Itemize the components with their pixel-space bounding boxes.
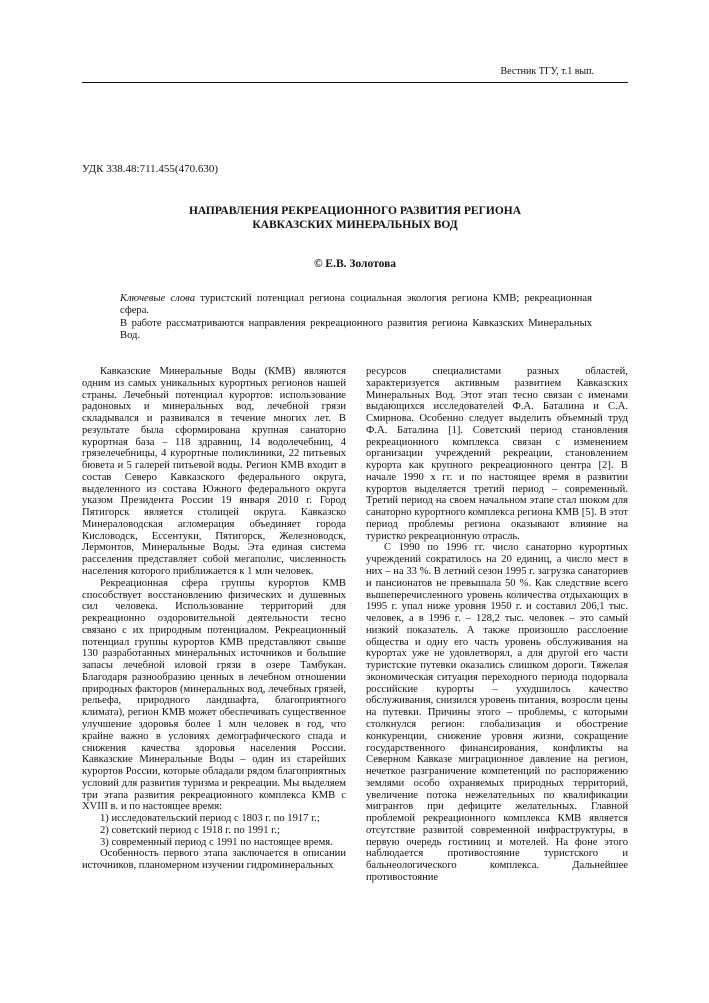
header-rule [82, 82, 628, 83]
author: © Е.В. Золотова [313, 258, 397, 270]
keywords-text: туристский потенциал региона социальная экология региона КМВ; рекреационная сфера. [120, 293, 592, 317]
paragraph: ресурсов специалистами разных областей, характеризуется активным развитием Кавказских Минеральных Вод. Этот этап тесно связан с именами выдающихся исследователей Ф.А. Баталина и С.А. Смирнова. Особенно следует выделить объемный труд Ф.А. Баталина [1]. Советский период становления рекреационного комплекса связан с изменением организации учреждений рекреации, становлением курорта как крупного рекреационного центра [2]. В начале 1990 х гг. и по настоящее время в развитии курортов выделяется третий период – современный. Третий период на своем начальном этапе стал шоком для санаторно курортного комплекса региона КМВ [5]. В этот период проблемы региона оказывают влияние на туристко рекреационную отрасль. [366, 366, 628, 542]
keywords-label: Ключевые слова [120, 293, 195, 304]
body-column-right [366, 366, 628, 884]
abstract [120, 293, 592, 342]
paragraph: Кавказские Минеральные Воды (КМВ) являются одним из самых уникальных курортных регионов нашей страны. Лечебный потенциал курортов: использование радоновых и минеральных вод, лечебной грязи складывался и развивался в течение многих лет. В результате была сформирована крупная санаторно курортная база – 118 здравниц, 14 водолечебниц, 4 грязелечебницы, 4 курортные поликлиники, 22 питьевых бювета и 5 галерей питьевой воды. Регион КМВ входит в состав Северо Кавказского федерального округа, выделенного из состава Южного федерального округа указом Президента России 19 января 2010 г. Город Пятигорск является столицей округа. Кавказско Минераловодская агломерация объединяет города Кисловодск, Ессентуки, Пятигорск, Железноводск, Лермонтов, Минеральные Воды. Эта единая система расселения представляет собой мегаполис, численность населения которого приближается к 1 млн человек. [82, 366, 346, 578]
title-line-1: НАПРАВЛЕНИЯ РЕКРЕАЦИОННОГО РАЗВИТИЯ РЕГИОНА [188, 205, 522, 217]
keywords [120, 293, 592, 318]
body-column-left [82, 366, 346, 872]
udc-code: УДК 338.48:711.455(470.630) [82, 163, 218, 175]
abstract-summary: В работе рассматриваются направления рекреационного развития региона Кавказских Минеральных Вод. [120, 317, 592, 341]
running-head: Вестник ТГУ, т.1 вып. [500, 66, 594, 77]
paragraph: С 1990 по 1996 гг. число санаторно курортных учреждений сократилось на 20 единиц, а число мест в них – на 33 %. В летний сезон 1995 г. загрузка санаториев и пансионатов не превышала 50 %. Как следствие всего вышеперечисленного уровень количества отдыхающих в 1995 г. упал ниже уровня 1950 г. и составил 206,1 тыс. человек, а в 1996 г. – 128,2 тыс. человек – это самый низкий показатель. А также произошло расслоение общества и одну его часть уровень обслуживания на курортах уже не удовлетворял, а для другой его части туристские путевки оказались слишком дороги. Тяжелая экономическая ситуация переходного периода подорвала российские курорты – ухудшилось качество обслуживания, снизился уровень питания, возросли цены на путевки. Причины этого – проблемы, с которыми столкнулся регион: глобализация и обострение конкуренции, снижение уровня жизни, сокращение государственного финансирования, конфликты на Северном Кавказе миграционное давление на регион, нечеткое разграничение компетенций по распоряжению землями особо охраняемых природных территорий, увеличение потока нежелательных по квалификации мигрантов при дефиците желательных. Главной проблемой рекреационного комплекса КМВ является отсутствие развитой современной инфраструктуры, в первую очередь гостиниц и мотелей. На фоне этого наблюдается противостояние туристского и бальнеологического комплекса. Дальнейшее противостояние [366, 542, 628, 883]
title-line-2: КАВКАЗСКИХ МИНЕРАЛЬНЫХ ВОД [252, 219, 458, 231]
paragraph: Рекреационная сфера группы курортов КМВ способствует восстановлению физических и душевных сил человека. Использование территорий для рекреационно оздоровительной деятельности тесно связано с их природным потенциалом. Рекреационный потенциал группы курортов КМВ представляют свыше 130 разработанных минеральных источников и большие запасы лечебной иловой грязи в озере Тамбукан. Благодаря разнообразию ценных в лечебном отношении природных факторов (минеральных вод, лечебных грязей, рельефа, природного ландшафта, благоприятного климата), регион КМВ может обеспечивать существенное улучшение здоровья более 1 млн человек в год, что крайне важно в условиях демографического спада и снижения качества здоровья населения России. Кавказские Минеральные Воды – один из старейших курортов России, которые обладали рядом благоприятных условий для развития туризма и рекреации. Мы выделяем три этапа развития рекреационного комплекса КМВ с XVIII в. и по настоящее время: [82, 577, 346, 813]
list-item: 2) советский период с 1918 г. по 1991 г.; [100, 824, 280, 836]
list-item: 3) современный период с 1991 по настоящее время. [100, 836, 333, 848]
list-item: 1) исследовательский период с 1803 г. по 1917 г.; [100, 813, 320, 825]
article-title [82, 204, 628, 232]
paragraph: Особенность первого этапа заключается в описании источников, планомерном изучении гидроминеральных [82, 848, 346, 872]
